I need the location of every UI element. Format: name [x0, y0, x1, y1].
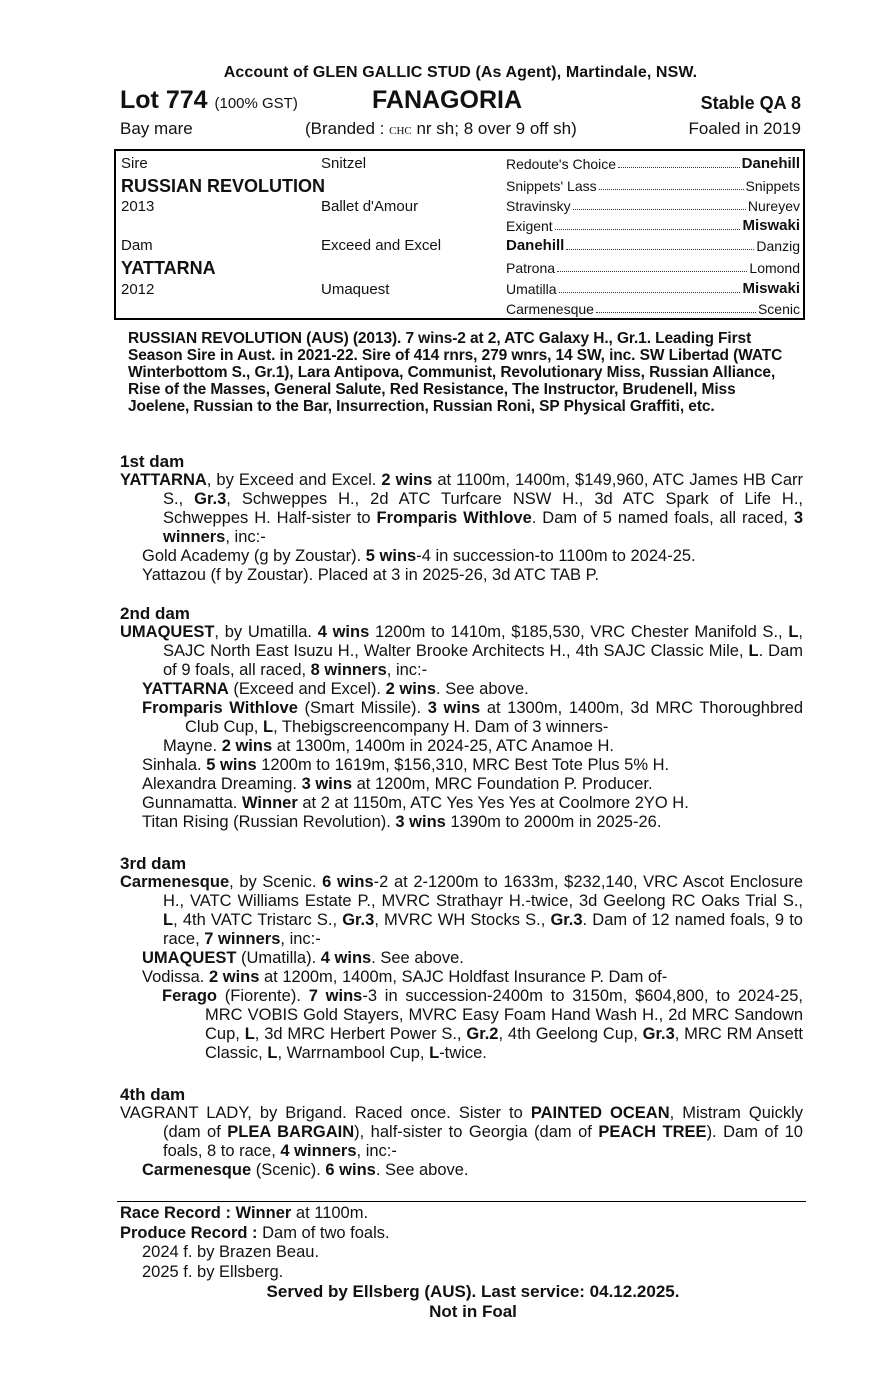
sire-summary: RUSSIAN REVOLUTION (AUS) (2013). 7 wins-2 at 2, ATC Galaxy H., Gr.1. Leading First Season Sire in Aust. in 2021-22. Sire of 414 rnrs, 279 wnrs, 14 SW, inc. SW Libertad (WATC Winterbottom S., Gr.1), Lara Antipova, Communist, Revolutionary Miss, Russian Alliance, Rise of the Masses, General Salute, Red Resistance, The Instructor, Brudenell, Miss Joelene, Russian to the Bar, Insurrection, Russian Roni, SP Physical Graffiti, etc. — [128, 330, 783, 415]
ancestor-name: Patrona — [506, 260, 556, 276]
ancestor-name: Exigent — [506, 218, 553, 234]
ancestor-name: Umatilla — [506, 281, 557, 297]
foaled-year: Foaled in 2019 — [688, 119, 801, 138]
progeny-entry: YATTARNA (Exceed and Excel). 2 wins. See above. — [142, 680, 529, 698]
dam-paragraph: YATTARNA, by Exceed and Excel. 2 wins at 1100m, 1400m, $149,960, ATC James HB Carr S., Gr.3, Schweppes H., 2d ATC Turfcare NSW H., 3d ATC Spark of Life H., Schweppes H. Half-sister to Fromparis Withlove. Dam of 5 named foals, all raced, 3 winners, inc:- — [120, 471, 803, 546]
race-record: Race Record : Winner at 1100m. — [120, 1204, 369, 1222]
section-heading: 2nd dam — [120, 604, 190, 623]
produce-foal: 2024 f. by Brazen Beau. — [142, 1243, 320, 1261]
produce-record: Produce Record : Dam of two foals. — [120, 1223, 390, 1242]
foal-status: Not in Foal — [429, 1302, 517, 1321]
third-dam-section — [120, 854, 803, 1063]
brand-prefix: (Branded : — [305, 119, 390, 138]
ancestor-sire: Miswaki — [742, 280, 800, 297]
dam-sire: Exceed and Excel — [321, 237, 442, 254]
pedigree-table — [114, 149, 805, 320]
ancestor-name: Snippets' Lass — [506, 178, 597, 194]
pedigree-row — [506, 217, 800, 235]
progeny-entry: Yattazou (f by Zoustar). Placed at 3 in 2025-26, 3d ATC TAB P. — [142, 566, 600, 584]
pedigree-row — [506, 300, 800, 318]
sire-label: Sire — [121, 155, 148, 172]
dam-dam: Umaquest — [321, 281, 390, 298]
pedigree-row — [506, 259, 800, 277]
sire-dam: Ballet d'Amour — [321, 198, 419, 215]
ancestor-sire: Scenic — [757, 301, 800, 317]
brand-suffix: nr sh; 8 over 9 off sh) — [411, 119, 577, 138]
ancestor-sire: Danehill — [741, 155, 800, 172]
ancestor-sire: Danzig — [756, 238, 800, 254]
dam-name: Carmenesque — [120, 873, 230, 891]
ancestor-name: Redoute's Choice — [506, 156, 617, 172]
section-heading: 1st dam — [120, 452, 185, 471]
ancestor-sire: Miswaki — [742, 217, 800, 234]
dam-paragraph: UMAQUEST, by Umatilla. 4 wins 1200m to 1410m, $185,530, VRC Chester Manifold S., L, SAJC North East Isuzu H., Walter Brooke Architects H., 4th SAJC Classic Mile, L. Dam of 9 foals, all raced, 8 winners, inc:- — [120, 623, 803, 679]
stable-code: Stable QA 8 — [700, 93, 801, 113]
progeny-entry: Fromparis Withlove (Smart Missile). 3 wins at 1300m, 1400m, 3d MRC Thoroughbred Club Cup, L, Thebigscreencompany H. Dam of 3 winners- — [142, 699, 804, 736]
fourth-dam-section — [120, 1085, 803, 1180]
dam-paragraph: Carmenesque, by Scenic. 6 wins-2 at 2-1200m to 1633m, $232,140, VRC Ascot Enclosure H., VATC Williams Estate P., MVRC Strathayr H.-twice, 3d Geelong RC Oaks Trial S., L, 4th VATC Tristarc S., Gr.3, MVRC WH Stocks S., Gr.3. Dam of 12 named foals, 9 to race, 7 winners, inc:- — [120, 873, 803, 948]
pedigree-row — [506, 197, 800, 215]
lot-label: Lot 774 — [120, 86, 208, 114]
horse-sex: Bay mare — [120, 119, 193, 138]
produce-foal: 2025 f. by Ellsberg. — [142, 1262, 284, 1281]
ancestor-name: Danehill — [506, 237, 565, 254]
lot-number — [120, 86, 298, 115]
second-dam-section — [120, 604, 803, 832]
progeny-entry: Carmenesque (Scenic). 6 wins. See above. — [142, 1161, 469, 1179]
horse-name: FANAGORIA — [372, 86, 522, 114]
pedigree-row — [506, 237, 800, 255]
progeny-entry: Gunnamatta. Winner at 2 at 1150m, ATC Yes Yes Yes at Coolmore 2YO H. — [142, 794, 689, 812]
gst-note: (100% GST) — [214, 95, 298, 112]
first-dam-section — [120, 452, 803, 585]
sire-name: RUSSIAN REVOLUTION — [121, 176, 326, 196]
ancestor-sire: Lomond — [749, 260, 800, 276]
dam-name: UMAQUEST — [120, 623, 215, 641]
ancestor-sire: Snippets — [745, 178, 800, 194]
section-heading: 4th dam — [120, 1085, 186, 1104]
dam-name: YATTARNA — [120, 471, 207, 489]
divider — [117, 1201, 806, 1202]
brand-mark: CHC — [389, 125, 412, 137]
dam-paragraph: VAGRANT LADY, by Brigand. Raced once. Sister to PAINTED OCEAN, Mistram Quickly (dam of PLEA BARGAIN), half-sister to Georgia (dam of PEACH TREE). Dam of 10 foals, 8 to race, 4 winners, inc:- — [120, 1104, 803, 1160]
service-status — [0, 1282, 871, 1322]
pedigree-row — [506, 155, 800, 173]
progeny-entry: UMAQUEST (Umatilla). 4 wins. See above. — [142, 949, 464, 967]
progeny-entry: Gold Academy (g by Zoustar). 5 wins-4 in succession-to 1100m to 2024-25. — [142, 547, 696, 565]
sire-sire: Snitzel — [321, 155, 367, 172]
dam-name: YATTARNA — [121, 258, 216, 278]
progeny-entry: Alexandra Dreaming. 3 wins at 1200m, MRC Foundation P. Producer. — [142, 775, 653, 793]
brand-info — [305, 119, 577, 139]
grand-progeny-entry: Ferago (Fiorente). 7 wins-3 in succession-2400m to 3150m, $604,800, to 2024-25, MRC VOBIS Gold Stayers, MVRC Easy Foam Hand Wash H., 2d MRC Sandown Cup, L, 3d MRC Herbert Power S., Gr.2, 4th Geelong Cup, Gr.3, MRC RM Ansett Classic, L, Warrnambool Cup, L-twice. — [162, 987, 803, 1062]
grand-progeny-entry: Mayne. 2 wins at 1300m, 1400m in 2024-25, ATC Anamoe H. — [163, 737, 614, 755]
dam-year: 2012 — [121, 281, 155, 298]
progeny-entry: Vodissa. 2 wins at 1200m, 1400m, SAJC Holdfast Insurance P. Dam of- — [142, 968, 668, 986]
sire-year: 2013 — [121, 198, 155, 215]
section-heading: 3rd dam — [120, 854, 187, 873]
ancestor-sire: Nureyev — [747, 198, 800, 214]
ancestor-name: Carmenesque — [506, 301, 594, 317]
service-line: Served by Ellsberg (AUS). Last service: 04.12.2025. — [266, 1282, 680, 1301]
progeny-entry: Titan Rising (Russian Revolution). 3 wins 1390m to 2000m in 2025-26. — [142, 813, 662, 831]
pedigree-row — [506, 177, 800, 195]
records-section — [120, 1204, 803, 1282]
progeny-entry: Sinhala. 5 wins 1200m to 1619m, $156,310, MRC Best Tote Plus 5% H. — [142, 756, 670, 774]
consignor-line: Account of GLEN GALLIC STUD (As Agent), Martindale, NSW. — [223, 64, 698, 81]
ancestor-name: Stravinsky — [506, 198, 571, 214]
dam-label: Dam — [121, 237, 153, 254]
pedigree-row — [506, 280, 800, 298]
